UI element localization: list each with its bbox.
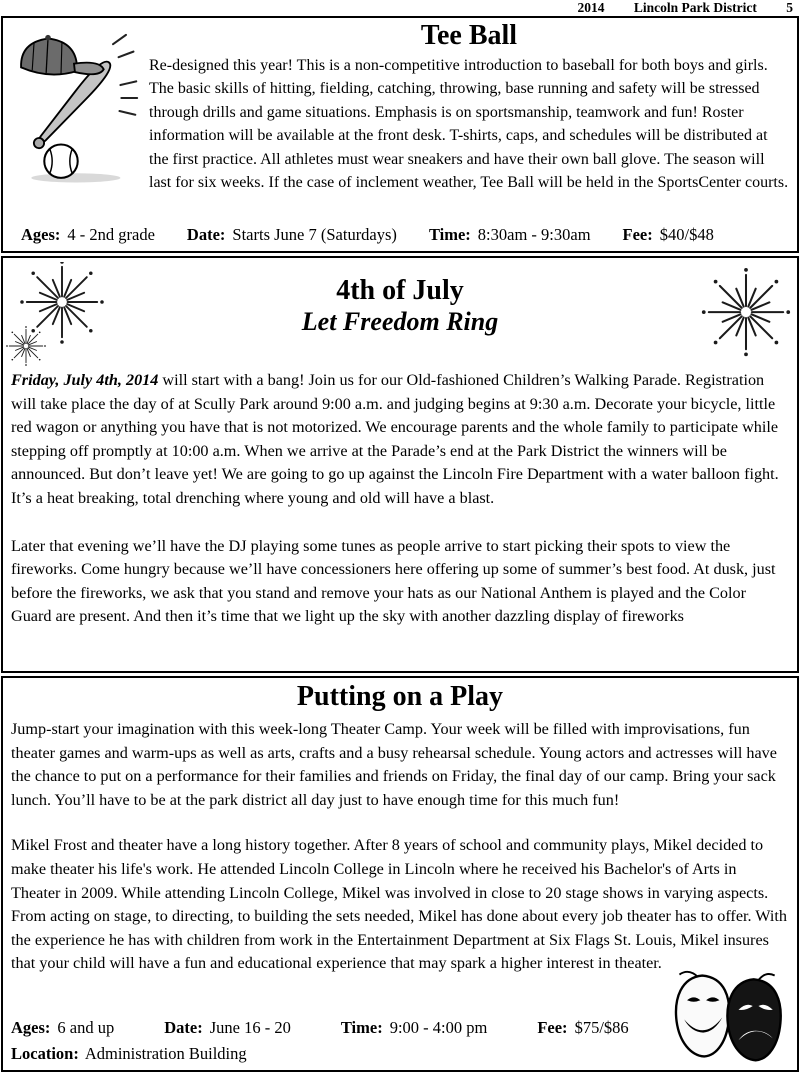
tee-ball-date [187, 224, 397, 246]
july4-paragraph-2: Later that evening we’ll have the DJ playing some tunes as people arrive to start picking their spots to view the fireworks. Come hungry because we’ll have concessioners here offering up some of summer’s best food. At dusk, just before the fireworks, we ask that you stand and remove your hats as our National Anthem is played and the Color Guard are present. And then it’s time that we light up the sky with another dazzling display of fireworks [11, 536, 776, 626]
july4-paragraph-1 [11, 369, 789, 511]
date-label: Date: [164, 1018, 203, 1037]
play-location [11, 1042, 629, 1066]
tee-ball-info-row [3, 222, 797, 248]
fee-label: Fee: [537, 1018, 568, 1037]
fee-label: Fee: [622, 225, 653, 244]
july4-paragraph-1-text: will start with a bang! Join us for our Old-fashioned Children’s Walking Parade. Registration will take place the day of at Scully Park around 9:00 a.m. and judging begins at 9:30 a.m. Decorate your bicycle, little red wagon or anything you have that is not motorized. We encourage parents and the whole family to participate while stepping off promptly at 10:00 a.m. When we arrive at the Parade’s end at the Park District the winners will be announced. But don’t leave yet! We are going to go up against the Lincoln Fire Department with a water balloon fight. It’s a heat breaking, total drenching where young and old will have a blast. [11, 371, 779, 507]
fireworks-right-icon [698, 266, 794, 362]
play-ages [11, 1016, 114, 1040]
fee-value: $40/$48 [659, 225, 714, 244]
tee-ball-ages [21, 224, 155, 246]
tee-ball-time [429, 224, 591, 246]
play-fee [537, 1016, 628, 1040]
ages-value: 6 and up [57, 1018, 115, 1037]
date-label: Date: [186, 225, 226, 244]
location-label: Location: [11, 1044, 79, 1063]
play-time [341, 1016, 487, 1040]
date-value: Starts June 7 (Saturdays) [232, 225, 397, 244]
time-label: Time: [428, 225, 471, 244]
play-title: Putting on a Play [296, 681, 504, 712]
fee-value: $75/$86 [574, 1018, 629, 1037]
tee-ball-content-row [9, 20, 789, 194]
page-header [0, 0, 800, 16]
july4-date-lead: Friday, July 4th, 2014 [11, 371, 159, 389]
play-paragraph-1: Jump-start your imagination with this week-long Theater Camp. Your week will be filled with improvisations, fun theater games and warm-ups as well as arts, crafts and a busy rehearsal schedule. Young actors and actresses will have the chance to put on a performance for their families and friends on Friday, the final day of our camp. Bring your sack lunch. You’ll have to be at the park district all day just to have enough time for this much fun! [11, 720, 777, 809]
header-district-title: Lincoln Park District [633, 0, 757, 15]
time-label: Time: [340, 1018, 383, 1037]
date-value: June 16 - 20 [209, 1018, 291, 1037]
play-date [164, 1016, 291, 1040]
section-4th-of-july [1, 256, 799, 673]
play-info-block [3, 1014, 635, 1068]
tee-ball-fee [623, 224, 714, 246]
ages-label: Ages: [11, 1018, 51, 1037]
location-value: Administration Building [84, 1044, 247, 1063]
july4-title: 4th of July [336, 275, 464, 306]
tee-ball-description: Re-designed this year! This is a non-competitive introduction to baseball for both boys and girls. The basic skills of hitting, fielding, catching, throwing, base running and safety will be stressed through drills and game situations. Emphasis is on sportsmanship, teamwork and fun! Roster information will be available at the front desk. T-shirts, caps, and schedules will be distributed at the first practice. All athletes must wear sneakers and have their own ball glove. The season will last for six weeks. If the case of inclement weather, Tee Ball will be held in the SportsCenter courts. [149, 57, 789, 192]
comedy-tragedy-masks-icon [665, 966, 791, 1066]
play-info-row [11, 1016, 629, 1040]
play-paragraph-2: Mikel Frost and theater have a long history together. After 8 years of school and community plays, Mikel decided to make theater his life's work. He attended Lincoln College in Lincoln where he received his Bachelor's of Arts in Theater in 2009. While attending Lincoln College, Mikel was involved in close to 20 stage shows in varying aspects. From acting on stage, to directing, to building the sets needed, Mikel has done about every job theater has to offer. With the experience he has with children from work in the Entertainment Department at Six Flags St. Louis, Mikel insures that your child will have a fun and educational experience that may spark a higher interest in theater. [11, 836, 788, 973]
header-page-number: 5 [786, 0, 793, 15]
tee-ball-text-column [149, 20, 789, 194]
tee-ball-title: Tee Ball [420, 20, 518, 51]
july4-subtitle: Let Freedom Ring [301, 307, 499, 336]
ages-label: Ages: [21, 225, 61, 244]
header-year: 2014 [577, 0, 605, 15]
time-value: 9:00 - 4:00 pm [389, 1018, 488, 1037]
fireworks-left-icon [6, 262, 106, 366]
baseball-bat-cap-ball-icon [9, 20, 139, 190]
section-tee-ball [1, 16, 799, 253]
ages-value: 4 - 2nd grade [67, 225, 155, 244]
time-value: 8:30am - 9:30am [477, 225, 591, 244]
section-putting-on-a-play [1, 676, 799, 1072]
